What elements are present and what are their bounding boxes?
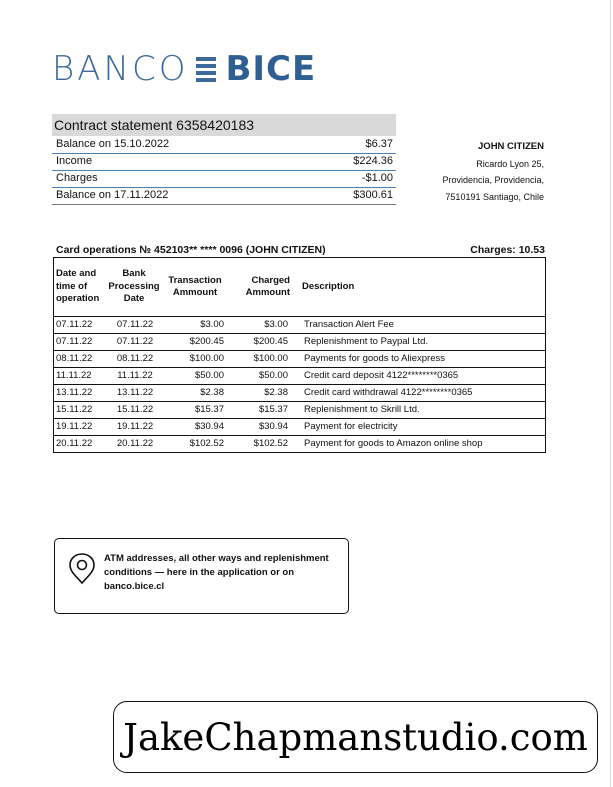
- balance-label: Charges: [56, 172, 98, 184]
- balance-value: $6.37: [365, 138, 393, 150]
- cell-transaction-amount: $30.94: [194, 421, 224, 432]
- table-row: [54, 368, 545, 385]
- cell-date: 13.11.22: [56, 387, 93, 398]
- watermark-banner: [113, 701, 598, 773]
- cell-processing-date: 15.11.22: [116, 404, 154, 415]
- balance-label: Balance on 17.11.2022: [56, 189, 169, 201]
- cell-charged-amount: $30.94: [258, 421, 288, 432]
- cell-description: Replenishment to Paypal Ltd.: [304, 336, 429, 347]
- balance-value: $224.36: [353, 155, 393, 167]
- cell-charged-amount: $15.37: [258, 404, 288, 415]
- card-operations-charges: Charges: 10.53: [470, 244, 545, 256]
- balance-row: [52, 154, 396, 171]
- card-operations-title: Card operations № 452103** **** 0096 (JOHN CITIZEN): [56, 244, 326, 256]
- address-line: Ricardo Lyon 25,: [476, 158, 544, 169]
- cell-charged-amount: $3.00: [264, 319, 288, 330]
- header-processing-date: Bank Processing Date: [108, 268, 160, 305]
- bank-logo: [52, 50, 316, 88]
- balance-label: Income: [56, 155, 93, 167]
- customer-name: JOHN CITIZEN: [478, 141, 544, 152]
- table-row: [54, 385, 545, 402]
- cell-processing-date: 07.11.22: [116, 336, 154, 347]
- table-row: [54, 317, 545, 334]
- cell-description: Credit card deposit 4122********0365: [304, 370, 459, 381]
- logo-bars-icon: [196, 57, 216, 82]
- cell-date: 15.11.22: [56, 404, 93, 415]
- cell-date: 07.11.22: [56, 336, 93, 347]
- table-row: [54, 419, 545, 436]
- header-charged-amount: Charged Ammount: [245, 274, 290, 298]
- cell-processing-date: 13.11.22: [116, 387, 154, 398]
- table-row: [54, 436, 545, 452]
- balance-row: [52, 137, 396, 154]
- cell-processing-date: 11.11.22: [117, 370, 153, 381]
- watermark-text: JakeChapmanstudio.com: [123, 715, 588, 759]
- balance-summary-table: [52, 137, 396, 205]
- cell-charged-amount: $2.38: [264, 387, 288, 398]
- atm-info-box: [54, 538, 349, 614]
- balance-value: -$1.00: [361, 172, 393, 184]
- table-row: [54, 402, 545, 419]
- location-pin-icon: [68, 552, 96, 586]
- cell-date: 07.11.22: [56, 319, 93, 330]
- cell-processing-date: 07.11.22: [116, 319, 154, 330]
- cell-description: Transaction Alert Fee: [304, 319, 394, 330]
- card-operations-table: [53, 257, 546, 453]
- table-header: [54, 258, 545, 317]
- header-description: Description: [302, 280, 355, 292]
- cell-transaction-amount: $15.37: [194, 404, 224, 415]
- cell-date: 19.11.22: [56, 421, 93, 432]
- cell-description: Payments for goods to Aliexpress: [304, 353, 445, 364]
- cell-transaction-amount: $2.38: [200, 387, 224, 398]
- cell-charged-amount: $102.52: [253, 438, 288, 449]
- cell-transaction-amount: $102.52: [189, 438, 224, 449]
- header-date: Date and time of operation: [56, 268, 100, 305]
- cell-description: Payment for goods to Amazon online shop: [304, 438, 483, 449]
- cell-date: 20.11.22: [56, 438, 93, 449]
- card-operations-heading: [56, 244, 545, 256]
- contract-statement-title: Contract statement 6358420183: [52, 114, 396, 136]
- cell-processing-date: 19.11.22: [116, 421, 154, 432]
- cell-description: Replenishment to Skrill Ltd.: [304, 404, 420, 415]
- cell-date: 11.11.22: [56, 370, 92, 381]
- address-line: 7510191 Santiago, Chile: [445, 191, 544, 202]
- cell-processing-date: 08.11.22: [116, 353, 154, 364]
- address-line: Providencia, Providencia,: [442, 175, 544, 185]
- table-row: [54, 334, 545, 351]
- cell-transaction-amount: $50.00: [194, 370, 224, 381]
- table-body: [54, 317, 545, 452]
- balance-row: [52, 188, 396, 205]
- atm-info-text: ATM addresses, all other ways and replenishment conditions — here in the application or on banco.bice.cl: [104, 553, 329, 592]
- table-row: [54, 351, 545, 368]
- logo-banco-text: BANCO: [52, 49, 189, 89]
- balance-value: $300.61: [353, 189, 393, 201]
- balance-label: Balance on 15.10.2022: [56, 138, 170, 150]
- cell-transaction-amount: $3.00: [200, 319, 224, 330]
- cell-charged-amount: $100.00: [253, 353, 288, 364]
- cell-description: Payment for electricity: [304, 421, 398, 432]
- cell-description: Credit card withdrawal 4122********0365: [304, 387, 473, 398]
- cell-date: 08.11.22: [56, 353, 93, 364]
- cell-charged-amount: $50.00: [258, 370, 288, 381]
- cell-transaction-amount: $200.45: [189, 336, 224, 347]
- balance-row: [52, 171, 396, 188]
- cell-transaction-amount: $100.00: [189, 353, 224, 364]
- logo-bice-text: BICE: [225, 49, 317, 89]
- header-transaction-amount: Transaction Ammount: [168, 274, 222, 298]
- cell-charged-amount: $200.45: [253, 336, 288, 347]
- cell-processing-date: 20.11.22: [116, 438, 154, 449]
- customer-address: [400, 139, 544, 205]
